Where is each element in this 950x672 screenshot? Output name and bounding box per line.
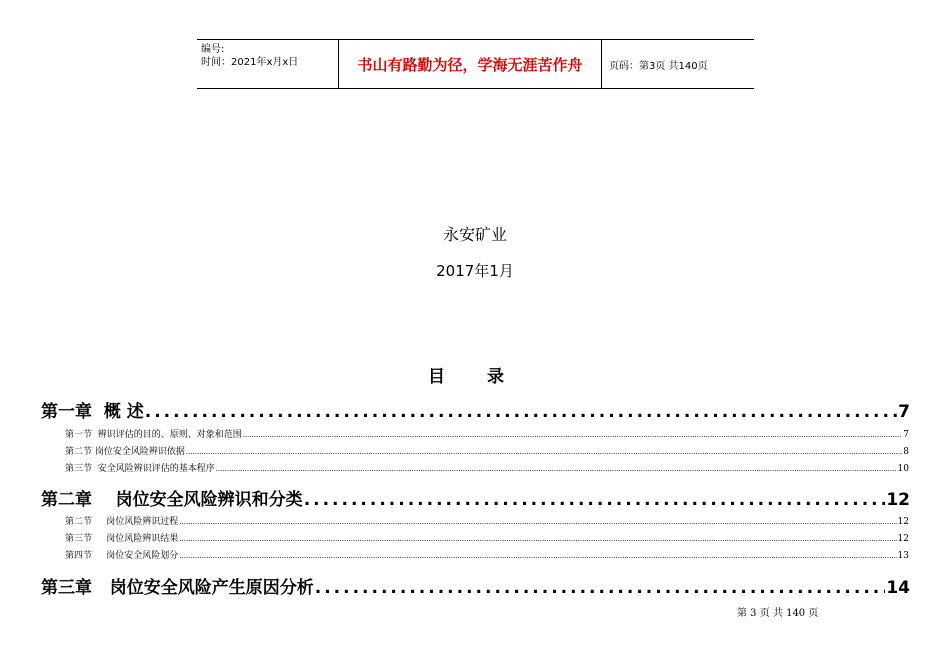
toc-leader: [216, 465, 897, 473]
number-label: 编号:: [201, 44, 225, 55]
page-footer: 第 3 页 共 140 页: [737, 608, 819, 619]
toc-section-1-2[interactable]: [65, 444, 909, 457]
toc-label: 第四节 岗位安全风险划分: [65, 551, 179, 561]
toc-leader: [304, 490, 886, 510]
toc-section-1-1[interactable]: [65, 427, 909, 440]
toc-page: 13: [897, 551, 909, 561]
toc-label: 第二节 岗位安全风险辨识依据: [65, 447, 185, 457]
toc-leader: [179, 535, 896, 543]
toc-page: 8: [903, 447, 909, 457]
document-header: [197, 39, 754, 89]
toc-chapter-1[interactable]: [41, 397, 910, 422]
toc-chapter-3[interactable]: [41, 573, 910, 598]
cover-date: 2017年1月: [436, 262, 514, 280]
toc-page: 12: [897, 534, 909, 544]
toc-title: 目 录: [428, 367, 522, 387]
toc-label: 第二章 岗位安全风险辨识和分类: [41, 490, 303, 510]
toc-label: 第二节 岗位风险辨识过程: [65, 517, 179, 527]
toc-page: 7: [898, 402, 910, 422]
toc-label: 第三节 安全风险辨识评估的基本程序: [65, 464, 215, 474]
header-info-cell: [197, 40, 338, 88]
toc-page: 12: [897, 517, 909, 527]
toc-label: 第三节 岗位风险辨识结果: [65, 534, 179, 544]
toc-leader: [145, 402, 897, 422]
toc-page: 12: [886, 490, 910, 510]
company-name: 永安矿业: [442, 225, 507, 244]
toc-leader: [243, 431, 903, 439]
toc-leader: [186, 448, 902, 456]
toc-page: 10: [897, 464, 909, 474]
toc-section-2-3[interactable]: [65, 531, 909, 544]
toc-leader: [179, 552, 896, 560]
toc-label: 第三章 岗位安全风险产生原因分析: [41, 578, 314, 598]
toc-leader: [315, 578, 886, 598]
toc-section-2-4[interactable]: [65, 548, 909, 561]
motto: 书山有路勤为径，学海无涯苦作舟: [338, 40, 602, 88]
toc-page: 7: [903, 430, 909, 440]
toc-section-2-2[interactable]: [65, 514, 909, 527]
toc-chapter-2[interactable]: [41, 485, 910, 510]
page-label: 页码：第3页 共140页: [609, 60, 708, 72]
toc-section-1-3[interactable]: [65, 461, 909, 474]
toc-label: 第一节 辨识评估的目的、原则、对象和范围: [65, 430, 242, 440]
toc-leader: [179, 518, 896, 526]
toc-page: 14: [886, 578, 910, 598]
toc-label: 第一章 概 述: [41, 402, 144, 422]
time-label: 时间：2021年x月x日: [201, 57, 299, 68]
